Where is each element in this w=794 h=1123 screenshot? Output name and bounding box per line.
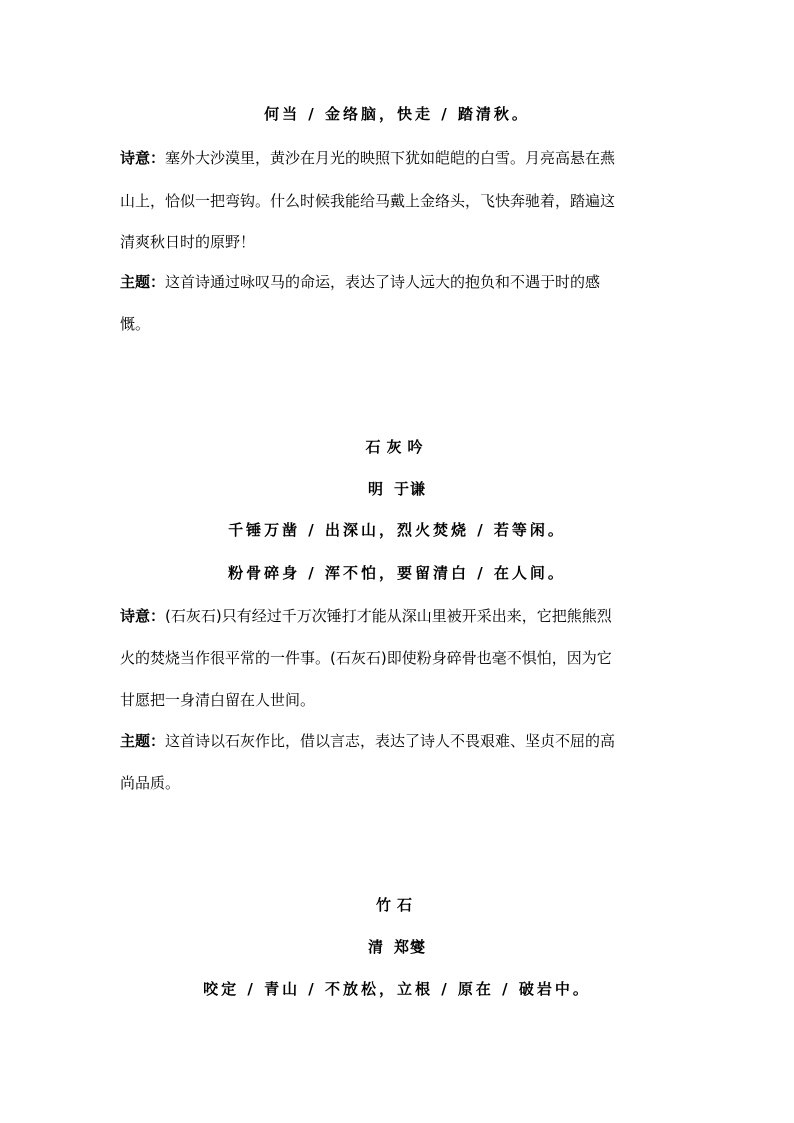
poem2-meaning-line-3: 甘愿把一身清白留在人世间。 xyxy=(120,691,316,709)
poem2-author: 于谦 xyxy=(394,480,427,498)
poem2-meaning-line-1: 诗意：(石灰石)只有经过千万次锤打才能从深山里被开采出来，它把熊熊烈 xyxy=(120,607,612,625)
poem1-theme-line-2: 慨。 xyxy=(120,315,151,333)
poem2-verse-2: 粉骨碎身 / 浑不怕，要留清白 / 在人间。 xyxy=(228,564,566,582)
poem3-author-line xyxy=(0,937,794,957)
poem2-theme-label: 主题： xyxy=(120,732,166,750)
poem2-theme-line-2: 尚品质。 xyxy=(120,774,181,792)
poem3-author: 郑燮 xyxy=(394,938,427,956)
poem1-meaning-line-1: 诗意：塞外大沙漠里，黄沙在月光的映照下犹如皑皑的白雪。月亮高悬在燕 xyxy=(120,149,616,167)
poem2-author-line xyxy=(0,479,794,499)
poem2-meaning-label: 诗意： xyxy=(120,607,166,625)
poem3-title: 竹石 xyxy=(375,896,418,914)
poem3-verse-1: 咬定 / 青山 / 不放松，立根 / 原在 / 破岩中。 xyxy=(203,980,591,998)
poem3-dynasty: 清 xyxy=(367,938,384,956)
poem2-meaning-line-2: 火的焚烧当作很平常的一件事。(石灰石)即使粉身碎骨也毫不惧怕，因为它 xyxy=(120,649,612,667)
poem2-title: 石灰吟 xyxy=(365,438,429,456)
poem1-theme-label: 主题： xyxy=(120,273,166,291)
poem2-dynasty: 明 xyxy=(367,480,384,498)
poem1-meaning-line-3: 清爽秋日时的原野！ xyxy=(120,233,256,251)
poem1-verse: 何当 / 金络脑，快走 / 踏清秋。 xyxy=(264,105,530,123)
poem1-meaning-line-2: 山上，恰似一把弯钩。什么时候我能给马戴上金络头，飞快奔驰着，踏遍这 xyxy=(120,192,616,210)
poem2-verse-1: 千锤万凿 / 出深山，烈火焚烧 / 若等闲。 xyxy=(228,521,566,539)
poem1-meaning-label: 诗意： xyxy=(120,149,166,167)
poem2-theme-line-1: 主题：这首诗以石灰作比，借以言志，表达了诗人不畏艰难、坚贞不屈的高 xyxy=(120,732,616,750)
poem1-theme-line-1: 主题：这首诗通过咏叹马的命运，表达了诗人远大的抱负和不遇于时的感 xyxy=(120,273,601,291)
